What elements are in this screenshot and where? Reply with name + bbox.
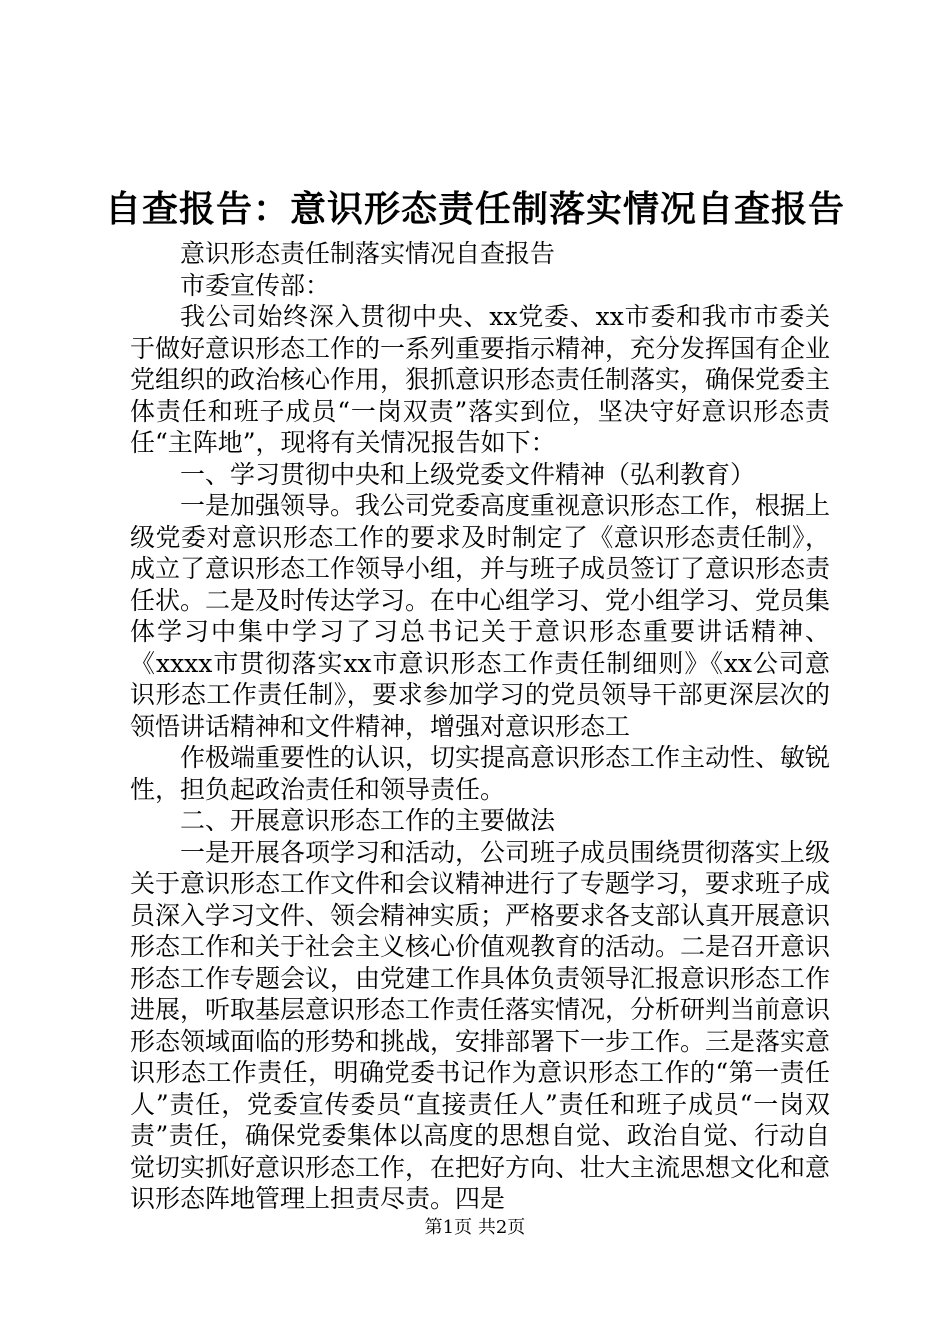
- section-heading-2: 二、开展意识形态工作的主要做法: [180, 806, 556, 835]
- body-paragraph-intro: 我公司始终深入贯彻中央、xx党委、xx市委和我市市委关于做好意识形态工作的一系列重要指示精神，充分发挥国有企业党组织的政治核心作用，狠抓意识形态责任制落实，确保党委主体责任和班子成员“一岗双责”落实到位，坚决守好意识形态责任“主阵地”，现将有关情况报告如下：: [130, 302, 831, 457]
- body-paragraph-section1: 一是加强领导。我公司党委高度重视意识形态工作，根据上级党委对意识形态工作的要求及时制定了《意识形态责任制》，成立了意识形态工作领导小组，并与班子成员签订了意识形态责任状。二是及时传达学习。在中心组学习、党小组学习、党员集体学习中集中学习了习总书记关于意识形态重要讲话精神、《xxxx市贯彻落实xx市意识形态工作责任制细则》《xx公司意识形态工作责任制》，要求参加学习的党员领导干部更深层次的领悟讲话精神和文件精神，增强对意识形态工: [130, 491, 831, 741]
- document-title: 自查报告：意识形态责任制落实情况自查报告: [104, 188, 845, 230]
- page-footer: 第1页 共2页: [424, 1217, 526, 1238]
- body-paragraph-section2: 一是开展各项学习和活动，公司班子成员围绕贯彻落实上级关于意识形态工作文件和会议精神进行了专题学习，要求班子成员深入学习文件、领会精神实质；严格要求各支部认真开展意识形态工作和关于社会主义核心价值观教育的活动。二是召开意识形态工作专题会议，由党建工作具体负责领导汇报意识形态工作进展，听取基层意识形态工作责任落实情况，分析研判当前意识形态领域面临的形势和挑战，安排部署下一步工作。三是落实意识形态工作责任，明确党委书记作为意识形态工作的“第一责任人”责任，党委宣传委员“直接责任人”责任和班子成员“一岗双责”责任，确保党委集体以高度的思想自觉、政治自觉、行动自觉切实抓好意识形态工作，在把好方向、壮大主流思想文化和意识形态阵地管理上担责尽责。四是: [130, 837, 831, 1213]
- body-paragraph-recipient: 市委宣传部：: [180, 270, 331, 300]
- body-paragraph-section1-cont: 作极端重要性的认识，切实提高意识形态工作主动性、敏锐性，担负起政治责任和领导责任。: [130, 743, 831, 804]
- document-body: [130, 238, 830, 1215]
- section-heading-1: 一、学习贯彻中央和上级党委文件精神（弘利教育）: [180, 459, 756, 489]
- body-paragraph-heading: 意识形态责任制落实情况自查报告: [180, 239, 556, 268]
